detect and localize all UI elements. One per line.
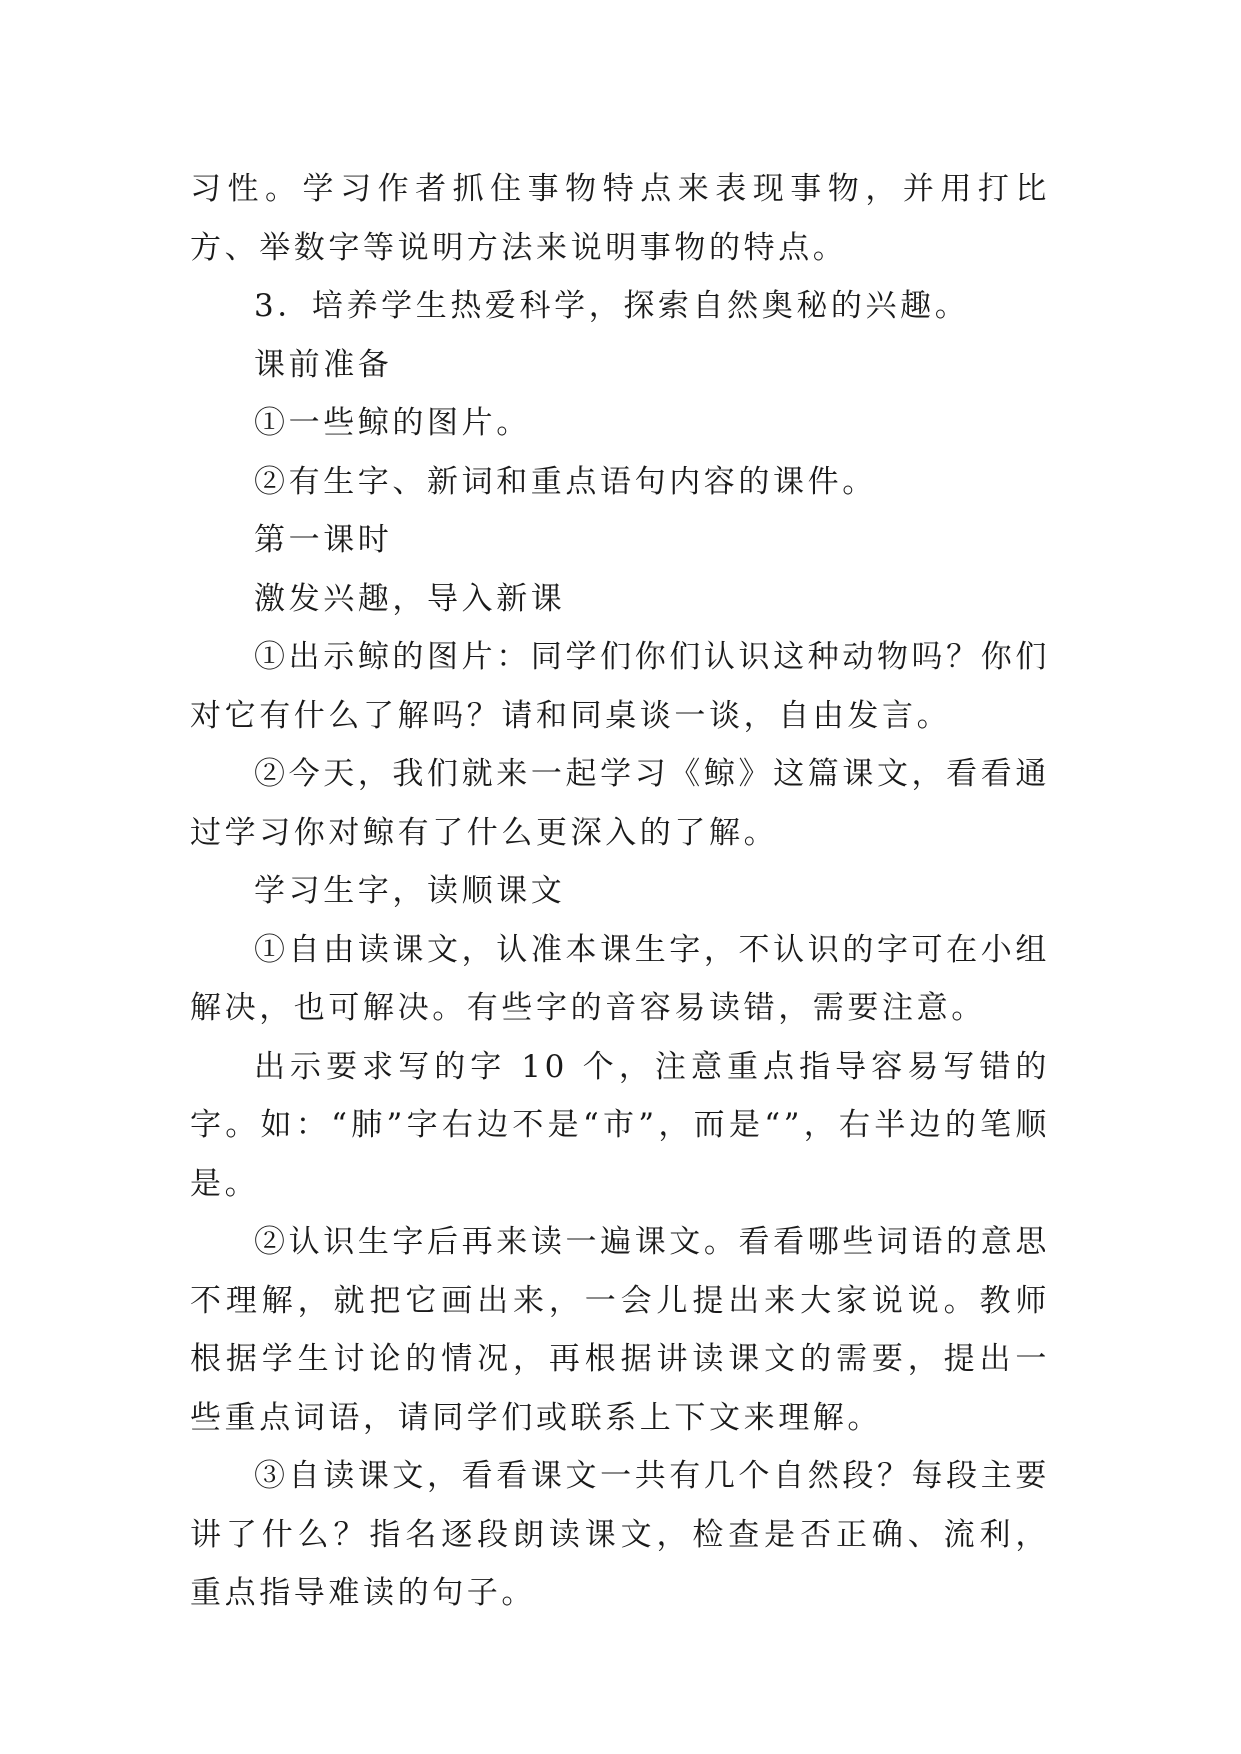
learn-step-3: ③自读课文，看看课文一共有几个自然段？每段主要讲了什么？指名逐段朗读课文，检查是否正确、流利，重点指导难读的句子。 <box>190 1458 1050 1611</box>
writing-characters-note: 出示要求写的字 10 个，注意重点指导容易写错的字。如：“肺”字右边不是“市”，而是“”，右半边的笔顺是。 <box>190 1048 1050 1202</box>
intro-step-1: ①出示鲸的图片：同学们你们认识这种动物吗？你们对它有什么了解吗？请和同桌谈一谈，自由发言。 <box>190 639 1050 734</box>
learn-step-1: ①自由读课文，认准本课生字，不认识的字可在小组解决，也可解决。有些字的音容易读错，需要注意。 <box>190 931 1050 1026</box>
prep-item-1: ①一些鲸的图片。 <box>254 405 531 441</box>
learn-step-2: ②认识生字后再来读一遍课文。看看哪些词语的意思不理解，就把它画出来，一会儿提出来大家说说。教师根据学生讨论的情况，再根据讲读课文的需要，提出一些重点词语，请同学们或联系上下文来理解。 <box>190 1224 1050 1436</box>
paragraph-objective-3: 3．培养学生热爱科学，探索自然奥秘的兴趣。 <box>254 288 970 324</box>
document-body <box>190 160 1050 1623</box>
heading-preparation: 课前准备 <box>254 346 393 383</box>
prep-item-2: ②有生字、新词和重点语句内容的课件。 <box>254 463 877 500</box>
heading-introduction: 激发兴趣，导入新课 <box>254 580 566 617</box>
intro-step-2: ②今天，我们就来一起学习《鲸》这篇课文，看看通过学习你对鲸有了什么更深入的了解。 <box>190 756 1050 851</box>
heading-first-lesson: 第一课时 <box>254 522 393 558</box>
heading-learn-characters: 学习生字，读顺课文 <box>254 873 566 909</box>
paragraph-continuation: 习性。学习作者抓住事物特点来表现事物，并用打比方、举数字等说明方法来说明事物的特点。 <box>190 171 1050 266</box>
